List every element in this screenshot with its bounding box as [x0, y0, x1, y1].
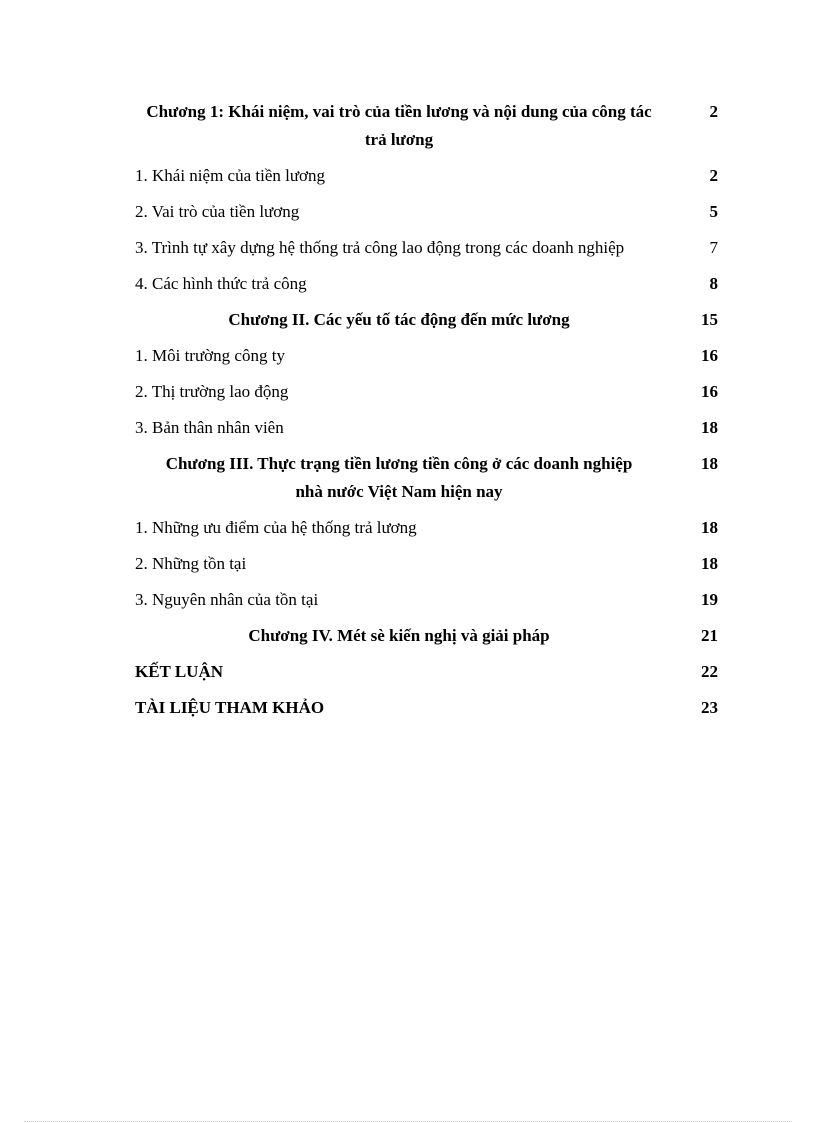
toc-entry[interactable] [135, 514, 718, 542]
toc-entry-title: 2. Vai trò của tiền lương [135, 202, 300, 221]
toc-entry-page: 2 [709, 102, 718, 121]
toc-entry-page: 16 [701, 382, 718, 401]
toc-entry-page: 21 [701, 626, 718, 645]
toc-entry-conclusion[interactable] [135, 658, 718, 686]
toc-entry-page: 5 [709, 202, 718, 221]
toc-entry-title: 1. Những ưu điểm của hệ thống trả lương [135, 518, 417, 537]
toc-entry-title: Chương 1: Khái niệm, vai trò của tiền lương và nội dung của công tác trả lương [146, 102, 652, 149]
toc-entry-page: 18 [701, 518, 718, 537]
toc-entry-chapter-1[interactable] [135, 98, 718, 154]
toc-entry-page: 16 [701, 346, 718, 365]
toc-entry-title: 1. Khái niệm của tiền lương [135, 166, 326, 185]
toc-entry[interactable] [135, 586, 718, 614]
toc-entry-title: 3. Bản thân nhân viên [135, 418, 284, 437]
toc-entry-page: 18 [701, 554, 718, 573]
toc-entry-page: 2 [709, 166, 718, 185]
toc-entry[interactable] [135, 234, 718, 262]
toc-entry-page: 7 [709, 238, 718, 257]
toc-entry-title: 3. Nguyên nhân của tồn tại [135, 590, 319, 609]
toc-entry[interactable] [135, 270, 718, 298]
toc-entry-chapter-2[interactable] [135, 306, 718, 334]
toc-entry-title: TÀI LIỆU THAM KHẢO [135, 698, 325, 717]
toc-entry[interactable] [135, 550, 718, 578]
toc-entry-page: 15 [701, 310, 718, 329]
toc-entry-chapter-3[interactable] [135, 450, 718, 506]
toc-entry[interactable] [135, 342, 718, 370]
toc-entry[interactable] [135, 378, 718, 406]
toc-entry[interactable] [135, 414, 718, 442]
page-bottom-divider [24, 1121, 792, 1122]
toc-entry-title: Chương II. Các yếu tố tác động đến mức lương [228, 310, 570, 329]
toc-entry-page: 23 [701, 698, 718, 717]
toc-entry-title: 4. Các hình thức trả công [135, 274, 307, 293]
toc-entry-page: 22 [701, 662, 718, 681]
toc-entry-title: 3. Trình tự xây dựng hệ thống trả công lao động trong các doanh nghiệp [135, 238, 625, 257]
toc-entry-title: Chương III. Thực trạng tiền lương tiền công ở các doanh nghiệp nhà nước Việt Nam hiện nay [165, 454, 633, 501]
toc-entry-title: KẾT LUẬN [135, 662, 224, 681]
toc-entry-page: 18 [701, 454, 718, 473]
toc-entry-title: 2. Những tồn tại [135, 554, 247, 573]
toc-entry-references[interactable] [135, 694, 718, 722]
toc-entry-page: 8 [709, 274, 718, 293]
toc-entry-page: 18 [701, 418, 718, 437]
toc-entry[interactable] [135, 198, 718, 226]
table-of-contents [135, 98, 718, 730]
toc-entry-chapter-4[interactable] [135, 622, 718, 650]
toc-entry-title: 1. Môi trường công ty [135, 346, 285, 365]
toc-entry-title: 2. Thị trường lao động [135, 382, 289, 401]
toc-entry-page: 19 [701, 590, 718, 609]
toc-entry[interactable] [135, 162, 718, 190]
toc-entry-title: Chương IV. Mét sè kiến nghị và giải pháp [248, 626, 550, 645]
